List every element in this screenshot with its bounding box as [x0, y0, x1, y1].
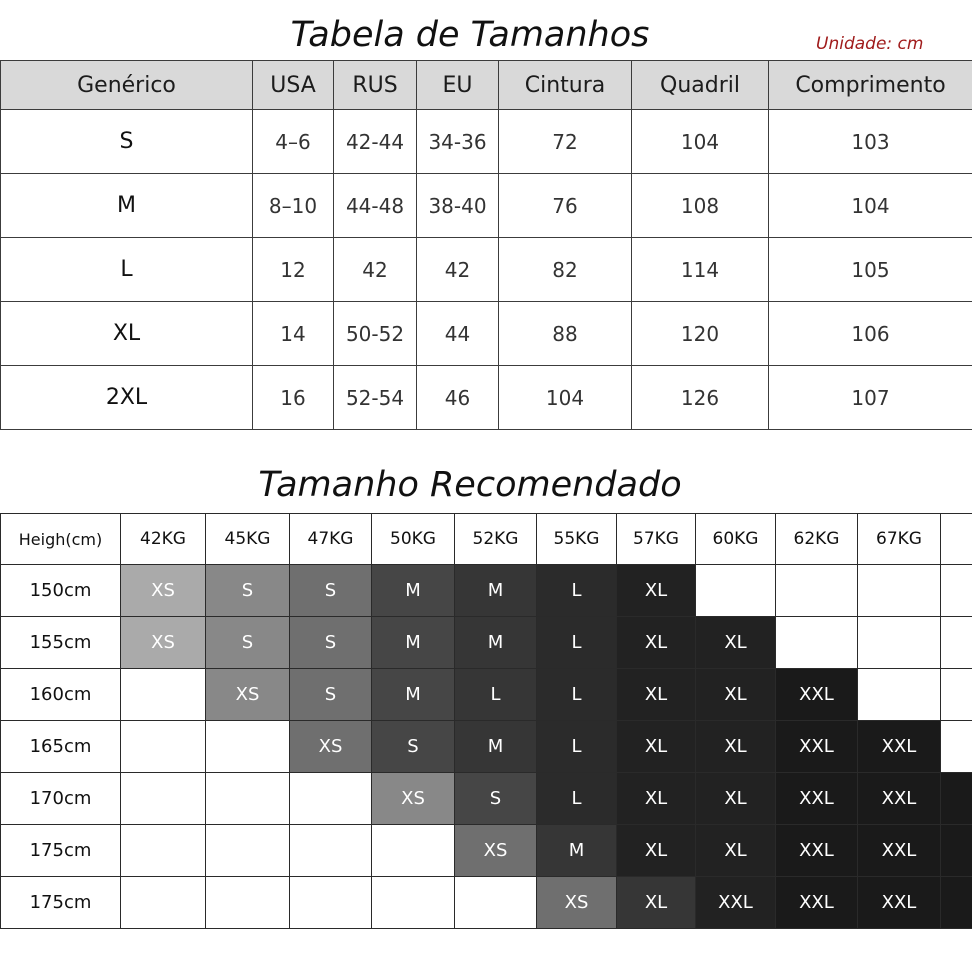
recommended-size-cell — [696, 565, 776, 617]
size-chart-header-cell: Cintura — [499, 61, 632, 110]
size-value-cell: 106 — [769, 302, 972, 366]
weight-header-cell: 42KG — [121, 514, 206, 565]
size-value-cell: 88 — [499, 302, 632, 366]
recommended-size-cell — [776, 565, 858, 617]
weight-header-cell: 50KG — [372, 514, 455, 565]
size-label-cell: L — [1, 238, 253, 302]
recommended-size-cell: XL — [617, 721, 696, 773]
height-label-cell: 170cm — [1, 773, 121, 825]
recommended-size-cell: XXL — [696, 877, 776, 929]
recommendation-row — [1, 877, 972, 929]
recommended-size-cell — [858, 617, 941, 669]
recommended-size-cell — [290, 825, 372, 877]
weight-header-cell: 62KG — [776, 514, 858, 565]
recommended-size-cell: S — [206, 617, 290, 669]
recommended-size-cell — [941, 877, 972, 929]
recommended-size-cell: XS — [455, 825, 537, 877]
recommended-size-cell — [121, 721, 206, 773]
height-column-header: Heigh(cm) — [1, 514, 121, 565]
recommended-size-cell: S — [206, 565, 290, 617]
size-value-cell: 16 — [253, 366, 334, 430]
size-chart-header-cell: RUS — [334, 61, 417, 110]
size-chart-header-cell: Comprimento — [769, 61, 972, 110]
size-chart-row — [1, 174, 972, 238]
recommendation-row — [1, 617, 972, 669]
size-value-cell: 107 — [769, 366, 972, 430]
recommendation-row — [1, 565, 972, 617]
recommended-size-cell — [941, 773, 972, 825]
recommended-size-cell — [372, 877, 455, 929]
size-chart-row — [1, 366, 972, 430]
size-value-cell: 114 — [632, 238, 769, 302]
weight-header-cell: 52KG — [455, 514, 537, 565]
size-chart-header-cell: USA — [253, 61, 334, 110]
recommended-size-cell: XXL — [776, 669, 858, 721]
recommended-size-cell: M — [455, 721, 537, 773]
recommended-size-cell: XL — [617, 877, 696, 929]
recommended-size-cell — [941, 825, 972, 877]
recommended-size-cell: XS — [372, 773, 455, 825]
weight-header-cell: 57KG — [617, 514, 696, 565]
weight-header-cell — [941, 514, 972, 565]
recommended-size-cell: XL — [617, 565, 696, 617]
size-value-cell: 104 — [499, 366, 632, 430]
size-value-cell: 126 — [632, 366, 769, 430]
size-value-cell: 38-40 — [417, 174, 499, 238]
recommended-size-cell: XXL — [858, 773, 941, 825]
recommended-size-cell — [290, 877, 372, 929]
recommended-size-cell — [290, 773, 372, 825]
recommended-size-cell: XXL — [858, 825, 941, 877]
recommended-size-cell: XL — [696, 825, 776, 877]
recommended-size-cell — [455, 877, 537, 929]
weight-header-cell: 45KG — [206, 514, 290, 565]
recommended-size-cell: XL — [617, 669, 696, 721]
recommended-size-cell: XXL — [776, 877, 858, 929]
recommended-size-cell — [372, 825, 455, 877]
recommended-size-cell: M — [455, 565, 537, 617]
recommended-size-cell: XXL — [776, 773, 858, 825]
recommended-size-cell: XXL — [776, 721, 858, 773]
height-label-cell: 165cm — [1, 721, 121, 773]
recommended-size-cell: M — [372, 565, 455, 617]
recommended-size-cell: XS — [206, 669, 290, 721]
recommended-size-cell: M — [455, 617, 537, 669]
weight-header-cell: 47KG — [290, 514, 372, 565]
weight-header-row — [1, 514, 972, 565]
weight-header-cell: 55KG — [537, 514, 617, 565]
size-value-cell: 76 — [499, 174, 632, 238]
size-value-cell: 42 — [334, 238, 417, 302]
height-label-cell: 150cm — [1, 565, 121, 617]
recommended-size-cell: XL — [696, 617, 776, 669]
size-value-cell: 12 — [253, 238, 334, 302]
recommended-size-cell — [941, 565, 972, 617]
recommended-size-cell: XS — [537, 877, 617, 929]
size-chart-row — [1, 110, 972, 174]
height-label-cell: 160cm — [1, 669, 121, 721]
size-value-cell: 108 — [632, 174, 769, 238]
size-value-cell: 103 — [769, 110, 972, 174]
recommended-size-cell: S — [372, 721, 455, 773]
recommended-size-title: Tamanho Recomendado — [258, 465, 682, 505]
size-chart-header-cell: Quadril — [632, 61, 769, 110]
size-value-cell: 14 — [253, 302, 334, 366]
recommended-size-cell: XS — [121, 565, 206, 617]
size-label-cell: 2XL — [1, 366, 253, 430]
size-value-cell: 42 — [417, 238, 499, 302]
height-label-cell: 175cm — [1, 825, 121, 877]
size-label-cell: M — [1, 174, 253, 238]
recommended-size-table — [0, 513, 972, 929]
recommended-size-cell: XS — [121, 617, 206, 669]
recommended-size-cell: S — [290, 617, 372, 669]
recommended-size-cell: S — [455, 773, 537, 825]
size-chart-header-cell: EU — [417, 61, 499, 110]
weight-header-cell: 60KG — [696, 514, 776, 565]
recommended-size-cell: S — [290, 565, 372, 617]
size-value-cell: 44-48 — [334, 174, 417, 238]
recommended-size-cell — [206, 877, 290, 929]
recommended-size-cell: M — [372, 669, 455, 721]
size-chart-row — [1, 238, 972, 302]
recommendation-row — [1, 669, 972, 721]
recommended-size-cell — [206, 773, 290, 825]
recommended-size-cell — [121, 825, 206, 877]
recommended-size-cell — [121, 669, 206, 721]
recommended-size-cell: L — [537, 669, 617, 721]
recommendation-row — [1, 773, 972, 825]
recommended-size-cell: XXL — [858, 721, 941, 773]
recommendation-row — [1, 825, 972, 877]
size-chart-title: Tabela de Tamanhos — [290, 15, 650, 55]
size-chart-table — [0, 60, 972, 430]
recommended-size-cell — [941, 669, 972, 721]
recommended-size-cell — [776, 617, 858, 669]
size-value-cell: 82 — [499, 238, 632, 302]
size-label-cell: S — [1, 110, 253, 174]
recommended-size-cell: XS — [290, 721, 372, 773]
size-chart-header-cell: Genérico — [1, 61, 253, 110]
recommended-size-cell: XL — [696, 669, 776, 721]
recommendation-row — [1, 721, 972, 773]
recommended-size-cell: M — [537, 825, 617, 877]
size-value-cell: 34-36 — [417, 110, 499, 174]
recommended-size-cell: XL — [696, 721, 776, 773]
size-value-cell: 4–6 — [253, 110, 334, 174]
size-value-cell: 104 — [769, 174, 972, 238]
recommended-size-cell — [941, 721, 972, 773]
recommended-size-cell: S — [290, 669, 372, 721]
size-value-cell: 44 — [417, 302, 499, 366]
size-value-cell: 52-54 — [334, 366, 417, 430]
recommended-size-cell: L — [455, 669, 537, 721]
weight-header-cell: 67KG — [858, 514, 941, 565]
recommended-size-cell: XL — [617, 617, 696, 669]
recommended-size-cell: M — [372, 617, 455, 669]
size-value-cell: 46 — [417, 366, 499, 430]
recommended-size-cell: XXL — [858, 877, 941, 929]
size-chart-header-row — [1, 61, 972, 110]
recommended-size-cell — [121, 877, 206, 929]
size-value-cell: 42-44 — [334, 110, 417, 174]
height-label-cell: 155cm — [1, 617, 121, 669]
unit-label: Unidade: cm — [816, 34, 924, 54]
height-label-cell: 175cm — [1, 877, 121, 929]
recommended-size-cell: L — [537, 617, 617, 669]
recommended-size-cell: L — [537, 721, 617, 773]
recommended-size-cell — [858, 669, 941, 721]
size-value-cell: 50-52 — [334, 302, 417, 366]
recommended-size-cell: XL — [696, 773, 776, 825]
recommended-size-cell — [206, 825, 290, 877]
recommended-size-cell — [121, 773, 206, 825]
size-value-cell: 72 — [499, 110, 632, 174]
recommended-size-cell — [858, 565, 941, 617]
recommended-size-cell: L — [537, 565, 617, 617]
size-value-cell: 104 — [632, 110, 769, 174]
size-chart-row — [1, 302, 972, 366]
size-value-cell: 120 — [632, 302, 769, 366]
recommended-size-cell: XXL — [776, 825, 858, 877]
recommended-size-cell: L — [537, 773, 617, 825]
size-value-cell: 8–10 — [253, 174, 334, 238]
recommended-size-cell: XL — [617, 773, 696, 825]
size-value-cell: 105 — [769, 238, 972, 302]
recommended-size-cell: XL — [617, 825, 696, 877]
size-label-cell: XL — [1, 302, 253, 366]
recommended-size-cell — [206, 721, 290, 773]
recommended-size-cell — [941, 617, 972, 669]
